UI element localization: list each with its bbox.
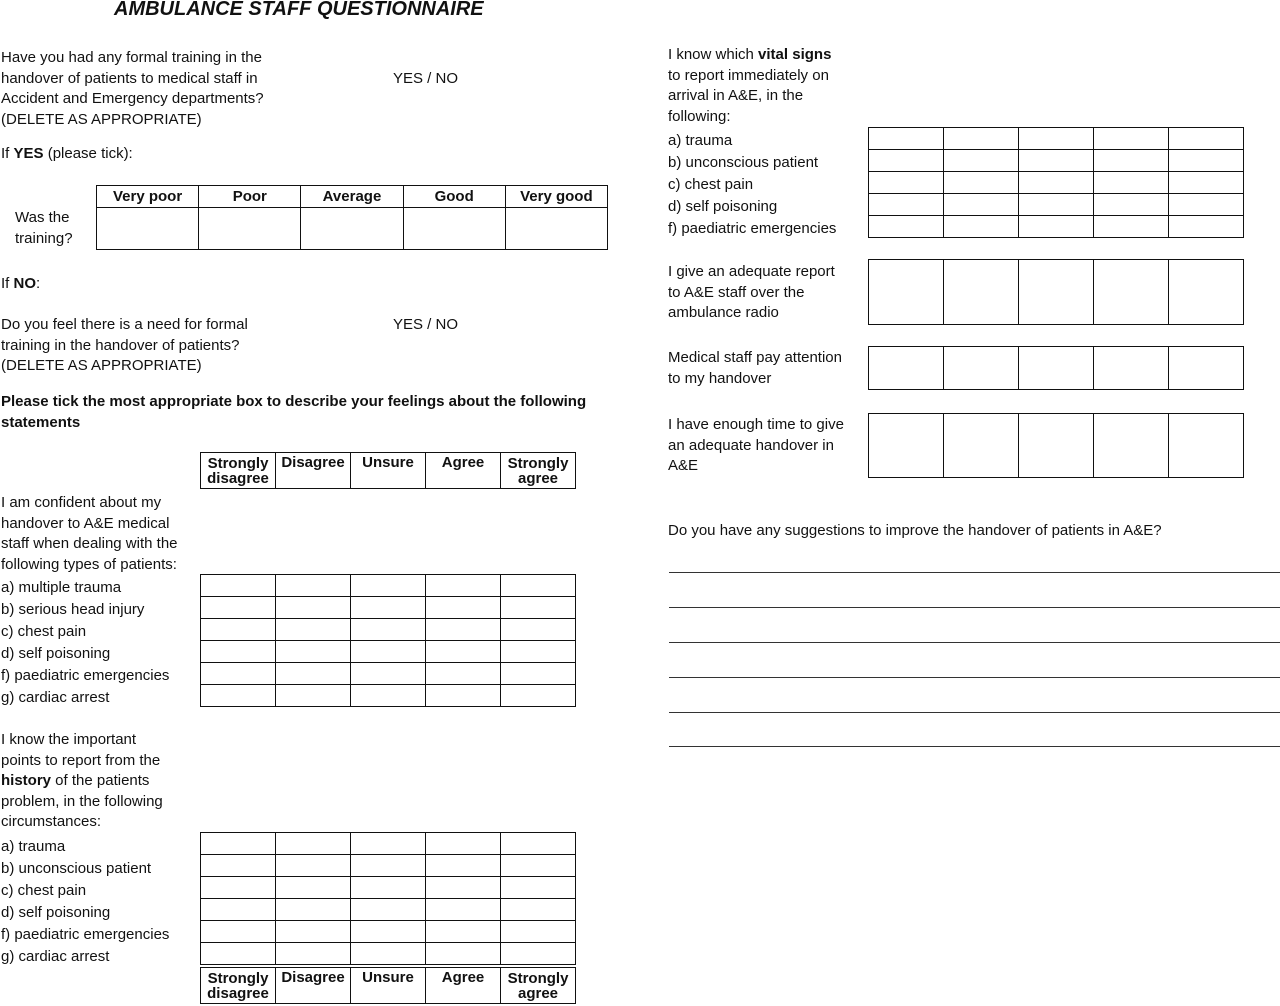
tick-cell[interactable] bbox=[426, 943, 501, 965]
rating-cell[interactable] bbox=[301, 208, 403, 250]
history-intro: I know the important points to report from the history of the patients problem, in the following circumstances: bbox=[1, 731, 163, 830]
tick-cell[interactable] bbox=[201, 663, 276, 685]
confident-item: a) multiple trauma bbox=[1, 579, 122, 596]
confident-item: b) serious head injury bbox=[1, 601, 145, 618]
tick-cell[interactable] bbox=[426, 921, 501, 943]
tick-cell[interactable] bbox=[869, 216, 944, 238]
vital-grid bbox=[868, 127, 1244, 238]
vital-item: a) trauma bbox=[668, 132, 733, 149]
likert-header-top bbox=[200, 452, 576, 489]
tick-cell[interactable] bbox=[276, 641, 351, 663]
tick-cell[interactable] bbox=[1019, 172, 1094, 194]
tick-cell[interactable] bbox=[1094, 260, 1169, 325]
tick-cell[interactable] bbox=[201, 943, 276, 965]
tick-cell[interactable] bbox=[944, 260, 1019, 325]
tick-cell[interactable] bbox=[1094, 172, 1169, 194]
suggestions-question: Do you have any suggestions to improve the handover of patients in A&E? bbox=[668, 522, 1162, 539]
likert-header: Agree bbox=[426, 453, 501, 489]
tick-cell[interactable] bbox=[201, 855, 276, 877]
tick-cell[interactable] bbox=[1094, 216, 1169, 238]
tick-cell[interactable] bbox=[426, 597, 501, 619]
tick-cell[interactable] bbox=[944, 347, 1019, 390]
tick-cell[interactable] bbox=[201, 921, 276, 943]
history-item: g) cardiac arrest bbox=[1, 948, 110, 965]
tick-cell[interactable] bbox=[1019, 260, 1094, 325]
answer-line[interactable] bbox=[669, 712, 1280, 713]
tick-cell[interactable] bbox=[276, 575, 351, 597]
answer-line[interactable] bbox=[669, 677, 1280, 678]
training-question: Have you had any formal training in the handover of patients to medical staff in Accident and Emergency departments? (DELETE AS APPROPRIATE) bbox=[1, 49, 264, 128]
likert-header: Strongly disagree bbox=[201, 453, 276, 489]
tick-cell[interactable] bbox=[1169, 347, 1244, 390]
tick-cell[interactable] bbox=[944, 194, 1019, 216]
tick-cell[interactable] bbox=[201, 685, 276, 707]
history-item: a) trauma bbox=[1, 838, 66, 855]
statement-radio-report-grid bbox=[868, 259, 1244, 325]
tick-cell[interactable] bbox=[944, 414, 1019, 478]
history-item: c) chest pain bbox=[1, 882, 87, 899]
tick-cell[interactable] bbox=[201, 575, 276, 597]
likert-header: Disagree bbox=[276, 968, 351, 1004]
tick-cell[interactable] bbox=[351, 877, 426, 899]
tick-cell[interactable] bbox=[351, 921, 426, 943]
if-yes-label: If YES (please tick): bbox=[1, 145, 133, 162]
likert-header: Disagree bbox=[276, 453, 351, 489]
rating-header: Good bbox=[403, 186, 505, 208]
tick-cell[interactable] bbox=[201, 833, 276, 855]
tick-cell[interactable] bbox=[276, 685, 351, 707]
history-item: d) self poisoning bbox=[1, 904, 111, 921]
tick-cell[interactable] bbox=[1169, 172, 1244, 194]
tick-cell[interactable] bbox=[869, 414, 944, 478]
tick-cell[interactable] bbox=[501, 899, 576, 921]
tick-cell[interactable] bbox=[426, 663, 501, 685]
tick-cell[interactable] bbox=[426, 899, 501, 921]
tick-cell[interactable] bbox=[1019, 150, 1094, 172]
likert-header: Strongly agree bbox=[501, 968, 576, 1004]
rating-row-label: Was the training? bbox=[15, 209, 73, 247]
vital-item: f) paediatric emergencies bbox=[668, 220, 837, 237]
tick-cell[interactable] bbox=[501, 619, 576, 641]
tick-cell[interactable] bbox=[1169, 128, 1244, 150]
tick-cell[interactable] bbox=[501, 921, 576, 943]
if-no-label: If NO: bbox=[1, 275, 41, 292]
tick-cell[interactable] bbox=[869, 194, 944, 216]
tick-cell[interactable] bbox=[1094, 150, 1169, 172]
answer-line[interactable] bbox=[669, 746, 1280, 747]
confident-intro: I am confident about my handover to A&E medical staff when dealing with the following types of patients: bbox=[1, 494, 178, 573]
tick-cell[interactable] bbox=[1169, 150, 1244, 172]
tick-cell[interactable] bbox=[426, 685, 501, 707]
tick-cell[interactable] bbox=[501, 877, 576, 899]
tick-cell[interactable] bbox=[276, 597, 351, 619]
statement-attention: Medical staff pay attention to my handover bbox=[668, 349, 842, 387]
rating-header: Very poor bbox=[97, 186, 199, 208]
likert-header: Unsure bbox=[351, 453, 426, 489]
tick-cell[interactable] bbox=[276, 663, 351, 685]
tick-cell[interactable] bbox=[501, 855, 576, 877]
tick-cell[interactable] bbox=[276, 855, 351, 877]
tick-cell[interactable] bbox=[426, 833, 501, 855]
vital-item: d) self poisoning bbox=[668, 198, 778, 215]
tick-cell[interactable] bbox=[1094, 128, 1169, 150]
tick-cell[interactable] bbox=[501, 663, 576, 685]
tick-cell[interactable] bbox=[944, 216, 1019, 238]
tick-cell[interactable] bbox=[869, 128, 944, 150]
tick-cell[interactable] bbox=[869, 260, 944, 325]
statement-time-grid bbox=[868, 413, 1244, 478]
tick-cell[interactable] bbox=[944, 172, 1019, 194]
answer-line[interactable] bbox=[669, 642, 1280, 643]
confident-grid bbox=[200, 574, 576, 707]
tick-cell[interactable] bbox=[944, 150, 1019, 172]
confident-item: d) self poisoning bbox=[1, 645, 111, 662]
tick-cell[interactable] bbox=[1094, 347, 1169, 390]
tick-cell[interactable] bbox=[1019, 347, 1094, 390]
tick-cell[interactable] bbox=[351, 943, 426, 965]
tick-cell[interactable] bbox=[869, 172, 944, 194]
tick-cell[interactable] bbox=[351, 663, 426, 685]
confident-item: g) cardiac arrest bbox=[1, 689, 110, 706]
tick-cell[interactable] bbox=[501, 641, 576, 663]
tick-cell[interactable] bbox=[351, 641, 426, 663]
tick-cell[interactable] bbox=[1019, 414, 1094, 478]
page-title: AMBULANCE STAFF QUESTIONNAIRE bbox=[114, 0, 484, 20]
tick-cell[interactable] bbox=[276, 899, 351, 921]
statement-time: I have enough time to give an adequate handover in A&E bbox=[668, 416, 844, 474]
tick-cell[interactable] bbox=[276, 619, 351, 641]
tick-cell[interactable] bbox=[201, 597, 276, 619]
tick-cell[interactable] bbox=[1019, 216, 1094, 238]
rating-cell[interactable] bbox=[199, 208, 301, 250]
tick-cell[interactable] bbox=[1169, 194, 1244, 216]
tick-cell[interactable] bbox=[869, 150, 944, 172]
training-yes-no[interactable]: YES / NO bbox=[393, 70, 459, 87]
tick-cell[interactable] bbox=[1094, 414, 1169, 478]
statement-radio-report: I give an adequate report to A&E staff over the ambulance radio bbox=[668, 263, 835, 321]
tick-cell[interactable] bbox=[869, 347, 944, 390]
tick-cell[interactable] bbox=[501, 597, 576, 619]
need-question: Do you feel there is a need for formal training in the handover of patients? (DELETE AS APPROPRIATE) bbox=[1, 316, 248, 374]
tick-cell[interactable] bbox=[426, 575, 501, 597]
likert-header: Strongly disagree bbox=[201, 968, 276, 1004]
tick-cell[interactable] bbox=[351, 575, 426, 597]
likert-header: Agree bbox=[426, 968, 501, 1004]
tick-cell[interactable] bbox=[351, 597, 426, 619]
tick-cell[interactable] bbox=[1094, 194, 1169, 216]
rating-cell[interactable] bbox=[403, 208, 505, 250]
confident-item: f) paediatric emergencies bbox=[1, 667, 170, 684]
tick-cell[interactable] bbox=[201, 899, 276, 921]
tick-cell[interactable] bbox=[351, 685, 426, 707]
instructions: Please tick the most appropriate box to describe your feelings about the following statements bbox=[1, 393, 587, 431]
tick-cell[interactable] bbox=[501, 943, 576, 965]
vital-intro: I know which vital signs to report immediately on arrival in A&E, in the following: bbox=[668, 46, 832, 125]
tick-cell[interactable] bbox=[201, 877, 276, 899]
tick-cell[interactable] bbox=[426, 619, 501, 641]
tick-cell[interactable] bbox=[944, 128, 1019, 150]
rating-cell[interactable] bbox=[505, 208, 607, 250]
tick-cell[interactable] bbox=[1019, 128, 1094, 150]
training-rating-table bbox=[96, 185, 608, 250]
need-yes-no[interactable]: YES / NO bbox=[393, 316, 459, 333]
tick-cell[interactable] bbox=[351, 899, 426, 921]
history-item: f) paediatric emergencies bbox=[1, 926, 170, 943]
tick-cell[interactable] bbox=[1169, 216, 1244, 238]
rating-cell[interactable] bbox=[97, 208, 199, 250]
tick-cell[interactable] bbox=[426, 855, 501, 877]
vital-item: b) unconscious patient bbox=[668, 154, 819, 171]
tick-cell[interactable] bbox=[501, 833, 576, 855]
tick-cell[interactable] bbox=[201, 619, 276, 641]
tick-cell[interactable] bbox=[276, 943, 351, 965]
tick-cell[interactable] bbox=[276, 921, 351, 943]
likert-header-bottom bbox=[200, 967, 576, 1004]
tick-cell[interactable] bbox=[1169, 414, 1244, 478]
rating-header: Poor bbox=[199, 186, 301, 208]
rating-header: Average bbox=[301, 186, 403, 208]
vital-item: c) chest pain bbox=[668, 176, 754, 193]
tick-cell[interactable] bbox=[426, 641, 501, 663]
answer-line[interactable] bbox=[669, 607, 1280, 608]
likert-header: Strongly agree bbox=[501, 453, 576, 489]
tick-cell[interactable] bbox=[1169, 260, 1244, 325]
tick-cell[interactable] bbox=[201, 641, 276, 663]
answer-line[interactable] bbox=[669, 572, 1280, 573]
rating-header: Very good bbox=[505, 186, 607, 208]
tick-cell[interactable] bbox=[351, 833, 426, 855]
tick-cell[interactable] bbox=[351, 855, 426, 877]
likert-header: Unsure bbox=[351, 968, 426, 1004]
tick-cell[interactable] bbox=[351, 619, 426, 641]
confident-item: c) chest pain bbox=[1, 623, 87, 640]
tick-cell[interactable] bbox=[501, 685, 576, 707]
tick-cell[interactable] bbox=[426, 877, 501, 899]
history-grid bbox=[200, 832, 576, 965]
tick-cell[interactable] bbox=[276, 877, 351, 899]
tick-cell[interactable] bbox=[276, 833, 351, 855]
statement-attention-grid bbox=[868, 346, 1244, 390]
tick-cell[interactable] bbox=[1019, 194, 1094, 216]
history-item: b) unconscious patient bbox=[1, 860, 152, 877]
tick-cell[interactable] bbox=[501, 575, 576, 597]
